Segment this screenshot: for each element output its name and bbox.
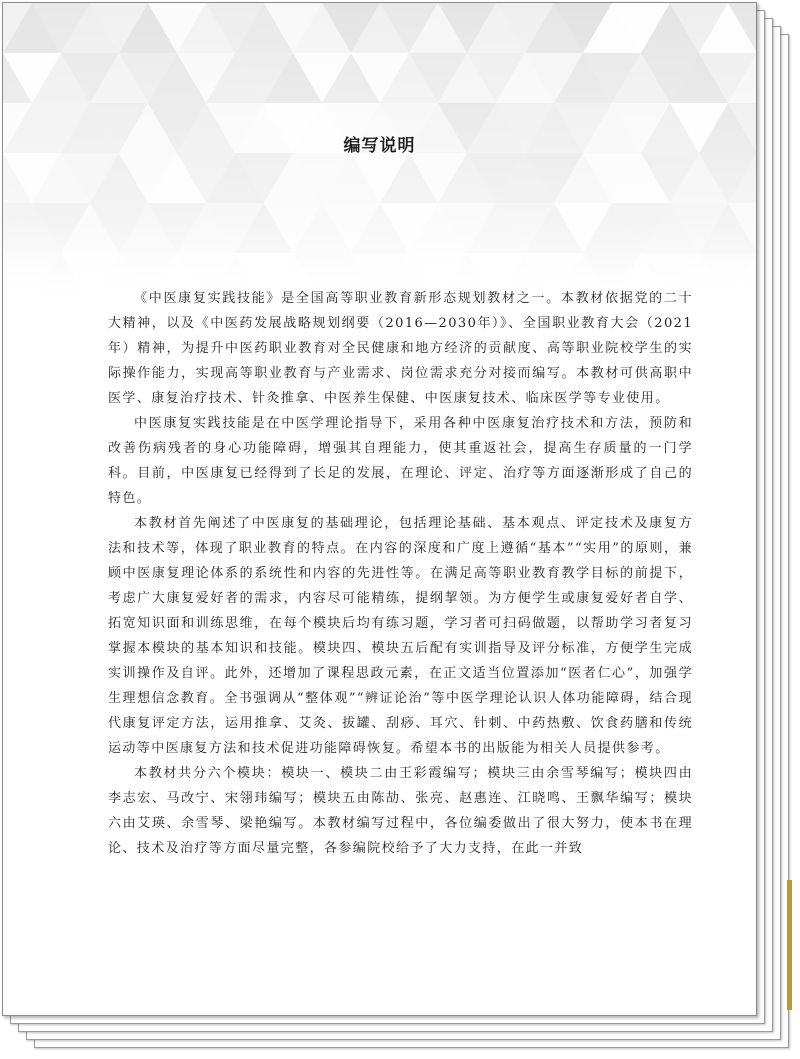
paragraph-4: 本教材共分六个模块：模块一、模块二由王彩霞编写；模块三由余雪琴编写；模块四由李志宏、马改宁、宋翎玮编写；模块五由陈劼、张亮、赵惠连、江晓鸣、王飘华编写；模块六由艾瑛、余雪琴、梁艳编写。本教材编写过程中，各位编委做出了很大努力，使本书在理论、技术及治疗等方面尽量完整，各参编院校给予了大力支持，在此一并致	[108, 766, 693, 856]
cover-edge-gold	[787, 880, 792, 1010]
page-title: 编写说明	[343, 136, 416, 156]
paragraph-2: 中医康复实践技能是在中医学理论指导下，采用各种中医康复治疗技术和方法，预防和改善伤病残者的身心功能障碍，增强其自理能力，使其重返社会，提高生存质量的一门学科。目前，中医康复已经得到了长足的发展，在理论、评定、治疗等方面逐渐形成了自己的特色。	[108, 416, 693, 506]
paragraph-3: 本教材首先阐述了中医康复的基础理论，包括理论基础、基本观点、评定技术及康复方法和技术等，体现了职业教育的特点。在内容的深度和广度上遵循“基本”“实用”的原则，兼顾中医康复理论体系的系统性和内容的先进性等。在满足高等职业教育教学目标的前提下，考虑广大康复爱好者的需求，内容尽可能精练，提纲挈领。为方便学生或康复爱好者自学、拓宽知识面和训练思维，在每个模块后均有练习题，学习者可扫码做题，以帮助学习者复习掌握本模块的基本知识和技能。模块四、模块五后配有实训指导及评分标准，方便学生完成实训操作及自评。此外，还增加了课程思政元素，在正文适当位置添加“医者仁心”，加强学生理想信念教育。全书强调从“整体观”“辨证论治”等中医学理论认识人体功能障碍，结合现代康复评定方法，运用推拿、艾灸、拔罐、刮痧、耳穴、针刺、中药热敷、饮食药膳和传统运动等中医康复方法和技术促进功能障碍恢复。希望本书的出版能为相关人员提供参考。	[108, 516, 693, 756]
paragraph-1: 《中医康复实践技能》是全国高等职业教育新形态规划教材之一。本教材依据党的二十大精神，以及《中医药发展战略规划纲要（2016—2030年）》、全国职业教育大会（2021年）精神，为提升中医药职业教育对全民健康和地方经济的贡献度、高等职业院校学生的实际操作能力，实现高等职业教育与产业需求、岗位需求充分对接而编写。本教材可供高职中医学、康复治疗技术、针灸推拿、中医养生保健、中医康复技术、临床医学等专业使用。	[108, 291, 693, 406]
document-body	[108, 286, 693, 861]
document-page	[2, 2, 757, 1016]
